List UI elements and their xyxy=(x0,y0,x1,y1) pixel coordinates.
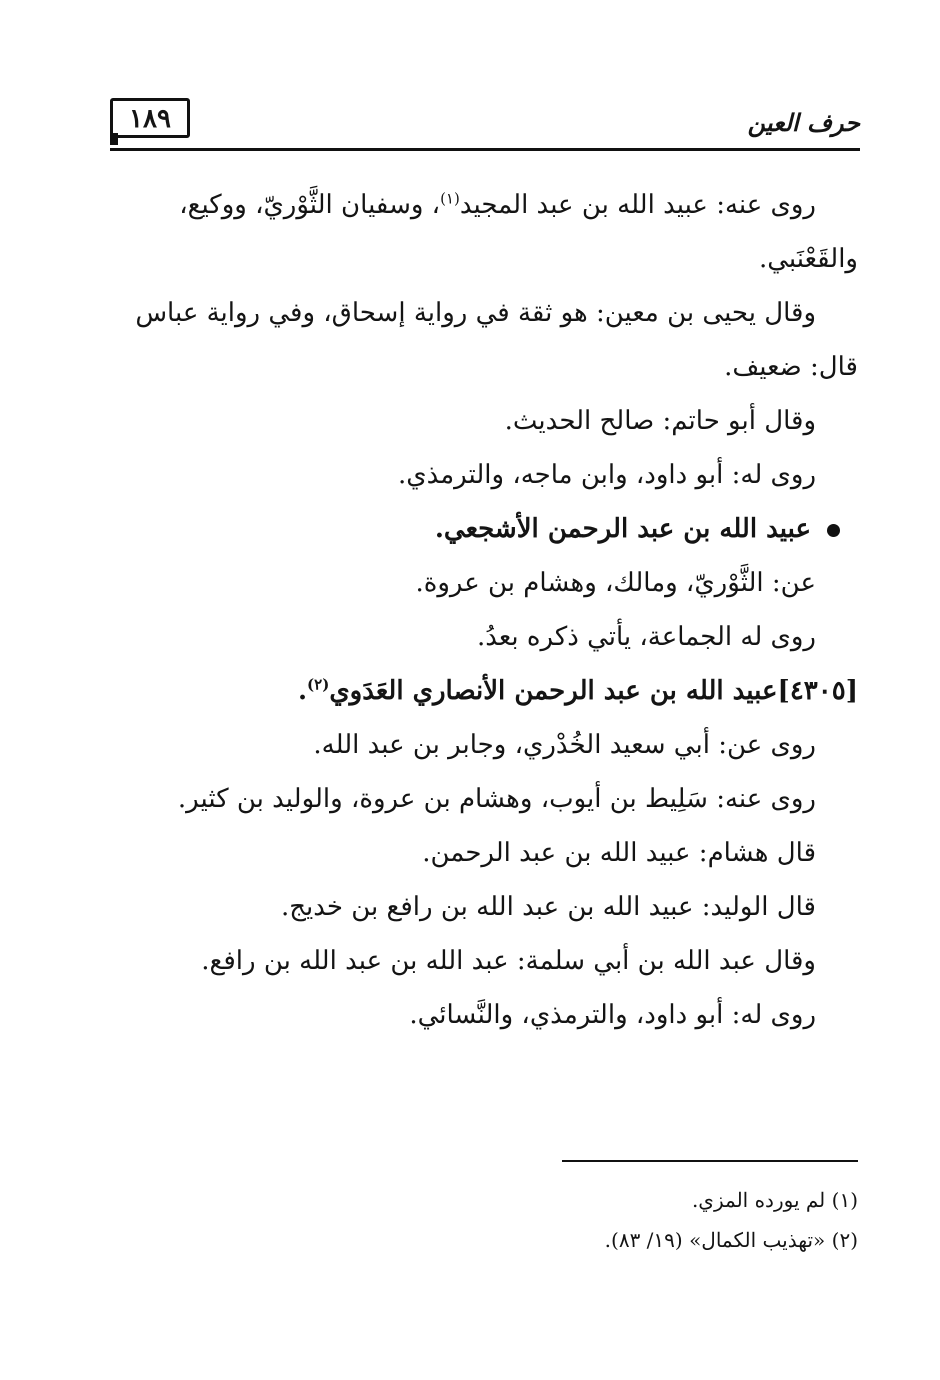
footnote-2: (٢) «تهذيب الكمال» (١٩/ ٨٣). xyxy=(604,1228,858,1252)
bullet-icon xyxy=(827,524,840,537)
text-line: روى عن: أبي سعيد الخُدْري، وجابر بن عبد الله. xyxy=(313,730,816,760)
footnote-rule xyxy=(562,1160,858,1162)
entry-heading xyxy=(112,664,858,718)
footnote-1: (١) لم يورده المزي. xyxy=(691,1188,858,1212)
text-line: روى عنه: سَلِيط بن أيوب، وهشام بن عروة، والوليد بن كثير. xyxy=(177,784,816,814)
page-number: ١٨٩ xyxy=(110,98,190,138)
text-line xyxy=(112,178,858,232)
footnotes xyxy=(118,1180,858,1260)
footnote-ref: (١) xyxy=(440,189,460,208)
text-line: عن: الثَّوْريّ، ومالك، وهشام بن عروة. xyxy=(415,568,816,598)
header-rule xyxy=(110,148,860,151)
text-span: روى عنه: عبيد الله بن عبد المجيد xyxy=(459,190,816,220)
text-line: قال الوليد: عبيد الله بن عبد الله بن رافع بن خديج. xyxy=(280,892,816,922)
text-line: روى له الجماعة، يأتي ذكره بعدُ. xyxy=(476,622,816,652)
entry-number: [٤٣٠٥] xyxy=(777,676,858,706)
entry-heading xyxy=(112,502,858,556)
text-line: روى له: أبو داود، والترمذي، والنَّسائي. xyxy=(409,1000,816,1030)
running-title: حرف العين xyxy=(747,108,860,137)
entry-title: عبيد الله بن عبد الرحمن الأنصاري العَدَوي xyxy=(329,676,778,706)
page-header xyxy=(110,98,860,152)
footnote-ref: (٢) xyxy=(307,675,330,694)
body-text xyxy=(112,178,858,1042)
text-line: قال هشام: عبيد الله بن عبد الرحمن. xyxy=(422,838,816,868)
entry-title: عبيد الله بن عبد الرحمن الأشجعي. xyxy=(434,514,811,544)
text-span: ، وسفيان الثَّوْريّ، ووكيع، xyxy=(179,190,441,220)
text-line: وقال يحيى بن معين: هو ثقة في رواية إسحاق، وفي رواية عباس xyxy=(135,298,816,328)
text-line: قال: ضعيف. xyxy=(724,352,858,382)
text-line: وقال أبو حاتم: صالح الحديث. xyxy=(504,406,816,436)
text-line: والقَعْنَبي. xyxy=(758,244,858,274)
entry-end: . xyxy=(297,676,308,706)
text-line: روى له: أبو داود، وابن ماجه، والترمذي. xyxy=(397,460,816,490)
text-line: وقال عبد الله بن أبي سلمة: عبد الله بن عبد الله بن رافع. xyxy=(201,946,816,976)
